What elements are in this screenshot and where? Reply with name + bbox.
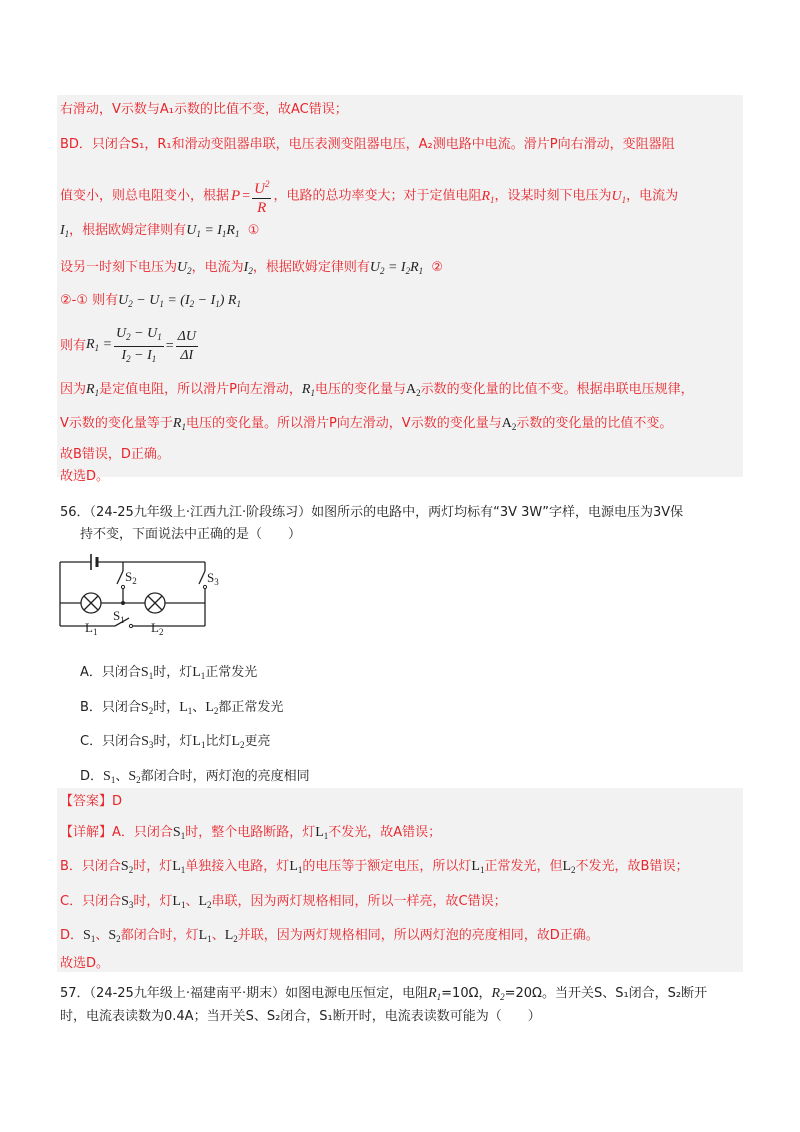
detail-end: 故选D。 — [60, 956, 110, 971]
text-line: 设另一时刻下电压为$U_2$，电流为$I_2$，根据欧姆定律则有$U_2 = I_2R_1$ ② — [60, 260, 444, 276]
text-line: V示数的变化量等于$R_1$电压的变化量。所以滑片P向左滑动，V示数的变化量与$A_2$示数的变化量的比值不变。 — [60, 416, 673, 432]
option-b[interactable]: B．只闭合$S_2$时，$L_1$、$L_2$都正常发光 — [80, 700, 284, 716]
detail-a: 【详解】A．只闭合$S_1$时，整个电路断路，灯$L_1$不发光，故A错误； — [60, 825, 442, 841]
label-l1: $L_1$ — [85, 620, 98, 637]
question-57-stem: 时，电流表读数为0.4A；当开关S、S₂闭合，S₁断开时，电流表读数可能为（ ） — [60, 1009, 541, 1024]
label-s1: $S_1$ — [113, 608, 125, 625]
detail-b: B．只闭合$S_2$时，灯$L_1$单独接入电路，灯$L_1$的电压等于额定电压，所以灯$L_1$正常发光，但$L_2$不发光，故B错误； — [60, 859, 689, 875]
text-line: 故选D。 — [60, 469, 110, 484]
label-s2: $S_2$ — [125, 569, 137, 586]
label-l2: $L_2$ — [151, 620, 164, 637]
question-57-stem: 57．（24-25九年级上·福建南平·期末）如图电源电压恒定，电阻$R_1=10\Omega$，$R_2=20\Omega$。当开关S、S₁闭合，S₂断开 — [60, 986, 708, 1002]
text-line: ②-① 则有$U_2 - U_1 = (I_2 - I_1)$ $R_1$ — [60, 293, 241, 309]
label-s3: $S_3$ — [207, 570, 219, 587]
text-line: 因为$R_1$是定值电阻，所以滑片P向左滑动，$R_1$电压的变化量与$A_2$示数的变化量的比值不变。根据串联电压规律， — [60, 382, 694, 398]
question-56-stem: 56．（24-25九年级上·江西九江·阶段练习）如图所示的电路中，两灯均标有“3V 3W”字样，电源电压为3V保 — [60, 505, 684, 520]
detail-c: C．只闭合$S_3$时，灯$L_1$、$L_2$串联，因为两灯规格相同，所以一样亮，故C错误； — [60, 894, 507, 910]
option-a[interactable]: A．只闭合$S_1$时，灯$L_1$正常发光 — [80, 665, 258, 681]
question-56-stem: 持不变，下面说法中正确的是（ ） — [80, 527, 302, 542]
answer-line: 【答案】D — [60, 794, 123, 809]
option-c[interactable]: C．只闭合$S_3$时，灯$L_1$比灯$L_2$更亮 — [80, 734, 271, 750]
circuit-diagram — [55, 544, 225, 644]
option-d[interactable]: D．$S_1$、$S_2$都闭合时，两灯泡的亮度相同 — [80, 769, 310, 785]
text-line: 则有$R_1$ = $\frac{U_2 - U_1}{I_2 - I_1}$ = $\frac{\Delta U}{\Delta I}$ — [60, 326, 196, 364]
text-line: 故B错误，D正确。 — [60, 447, 170, 462]
text-line: 右滑动，V示数与A₁示数的比值不变，故AC错误； — [60, 102, 348, 117]
detail-d: D．$S_1$、$S_2$都闭合时，灯$L_1$、$L_2$并联，因为两灯规格相同，所以两灯泡的亮度相同，故D正确。 — [60, 928, 599, 944]
text-line: BD．只闭合S₁，R₁和滑动变阻器串联，电压表测变阻器电压，A₂测电路中电流。滑片P向右滑动，变阻器阻 — [60, 137, 675, 152]
text-line: 值变小，则总电阻变小，根据 P = $\frac{U^2}{R}$ ，电路的总功率变大；对于定值电阻$R_1$，设某时刻下电压为$U_1$，电流为 — [60, 175, 678, 217]
power-formula: P — [231, 187, 241, 204]
text-line: $I_1$，根据欧姆定律则有$U_1 = I_1R_1$ ① — [60, 223, 260, 239]
